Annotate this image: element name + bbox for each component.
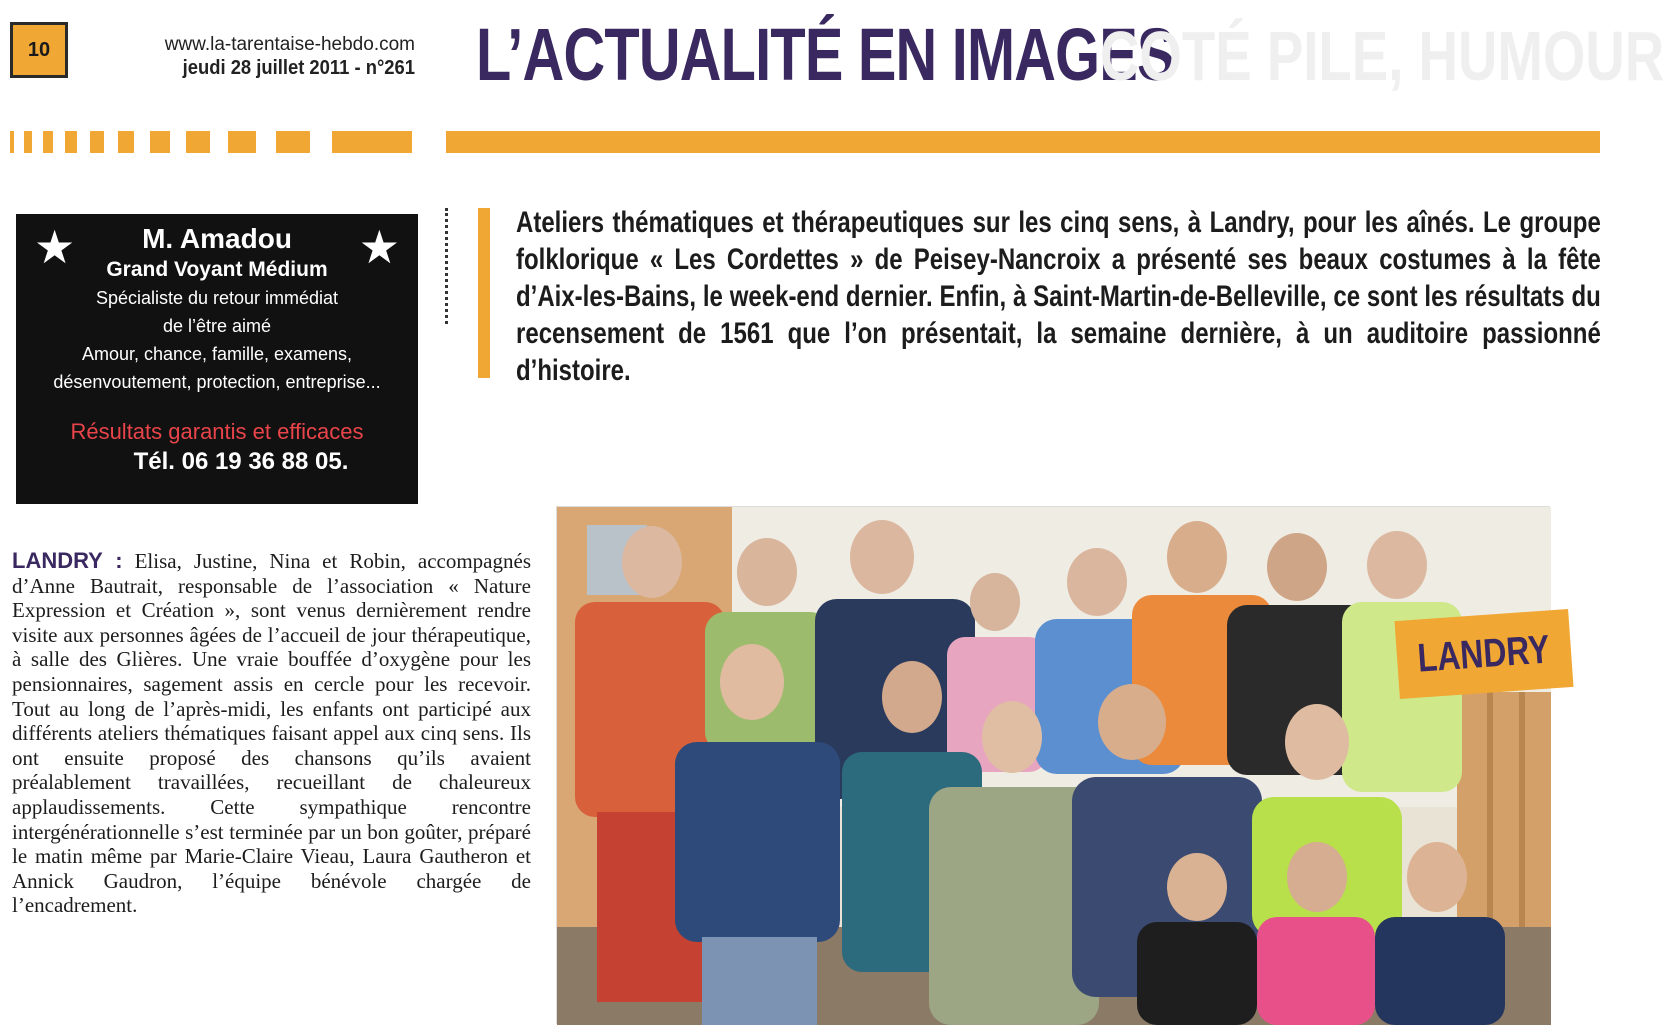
photo-tag-label: LANDRY	[1416, 626, 1552, 681]
article-body	[12, 549, 531, 918]
ad-line: Amour, chance, famille, examens,	[81, 344, 353, 364]
ad-line: Spécialiste du retour immédiat	[95, 288, 339, 308]
ad-line: de l’être aimé	[162, 316, 272, 336]
section-rule	[446, 131, 1600, 153]
site-url: www.la-tarentaise-hebdo.com	[164, 34, 415, 55]
ad-phone: Tél. 06 19 36 88 05.	[133, 448, 349, 475]
bleed-through-title: COTÉ PILE, HUMOUR	[1100, 17, 1664, 95]
ad-promise: Résultats garantis et efficaces	[70, 419, 364, 444]
page-number: 10	[10, 22, 68, 78]
section-title: L’ACTUALITÉ EN IMAGES	[476, 13, 1175, 96]
article-kicker: LANDRY :	[12, 548, 123, 573]
ad-role: Grand Voyant Médium	[106, 258, 328, 281]
medium-advertisement	[16, 214, 418, 504]
star-icon: ★	[34, 221, 76, 273]
dotted-divider	[445, 208, 448, 324]
star-icon: ★	[358, 221, 400, 273]
intro-paragraph: Ateliers thématiques et thérapeutiques sur les cinq sens, à Landry, pour les aînés. Le groupe folklorique « Les Cordettes » de Peisey-Nancroix a présenté ses beaux costumes à la fête d’Aix-les-Bains, le week-end dernier. Enfin, à Saint-Martin-de-Belleville, ce sont les résultats du recensement de 1561 que l’on présentait, la semaine dernière, à un auditoire passionné d’histoire.	[516, 206, 1601, 387]
ad-name: M. Amadou	[142, 223, 292, 254]
issue-date: jeudi 28 juillet 2011 - n°261	[182, 57, 415, 79]
ad-line: désenvoutement, protection, entreprise...	[53, 372, 381, 392]
group-photo	[556, 506, 1550, 1024]
masthead	[120, 34, 415, 80]
dashed-rule	[10, 131, 412, 153]
article-text: Elisa, Justine, Nina et Robin, accompagnés d’Anne Bautrait, responsable de l’association « Nature Expression et Création », sont venus dernièrement rendre visite aux personnes âgées de l’accueil de jour thérapeutique, à salle des Glières. Une vraie bouffée d’oxygène pour les pensionnaires, sagement assis en cercle pour les recevoir. Tout au long de l’après-midi, les enfants ont participé aux différents ateliers thématiques faisant appel aux cinq sens. Ils ont ensuite proposé des chansons qu’ils avaient préalablement travaillées, recueillant de chaleureux applaudissements. Cette sympathique rencontre intergénérationnelle s’est terminée par un bon goûter, préparé le matin même par Marie-Claire Vieau, Laura Gautheron et Annick Gaudron, l’équipe bénévole chargée de l’encadrement.	[12, 549, 531, 918]
intro-accent-bar	[478, 208, 490, 378]
photo-location-tag	[1394, 609, 1573, 699]
